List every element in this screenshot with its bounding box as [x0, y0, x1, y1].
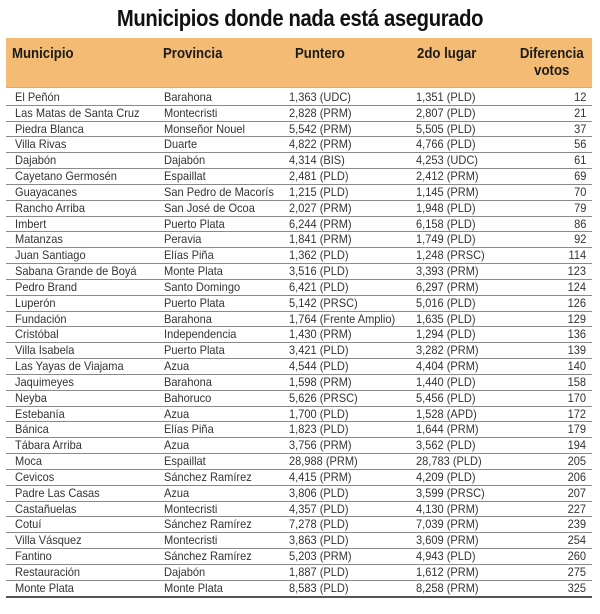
- cell-provincia: Puerto Plata: [164, 216, 225, 231]
- cell-puntero: 5,203 (PRM): [289, 549, 352, 564]
- cell-municipio: El Peñón: [15, 90, 60, 104]
- cell-provincia: San José de Ocoa: [164, 200, 255, 215]
- cell-2do-lugar: 1,248 (PRSC): [416, 248, 485, 263]
- cell-puntero: 1,362 (PLD): [289, 248, 349, 263]
- cell-puntero: 4,822 (PRM): [289, 137, 352, 152]
- cell-puntero: 4,544 (PLD): [289, 359, 349, 374]
- cell-provincia: Sánchez Ramírez: [164, 469, 252, 484]
- table-body: [6, 90, 592, 598]
- cell-municipio: Juan Santiago: [15, 248, 86, 263]
- cell-municipio: Luperón: [15, 295, 56, 310]
- cell-diferencia: 275: [567, 564, 586, 579]
- cell-municipio: Guayacanes: [15, 184, 77, 199]
- cell-provincia: San Pedro de Macorís: [164, 184, 274, 199]
- cell-puntero: 5,542 (PRM): [289, 121, 352, 136]
- cell-2do-lugar: 5,456 (PLD): [416, 390, 476, 405]
- cell-diferencia: 325: [567, 580, 586, 595]
- cell-2do-lugar: 1,612 (PRM): [416, 564, 479, 579]
- cell-2do-lugar: 2,807 (PLD): [416, 105, 476, 120]
- cell-municipio: Cayetano Germosén: [15, 169, 117, 184]
- table-row: [6, 581, 592, 598]
- table-row: [6, 565, 592, 581]
- cell-municipio: Imbert: [15, 216, 47, 231]
- table-row: [6, 502, 592, 518]
- cell-diferencia: 194: [567, 438, 586, 453]
- table-row: [6, 359, 592, 375]
- cell-municipio: Restauración: [15, 564, 81, 579]
- table-row: [6, 217, 592, 233]
- cell-2do-lugar: 1,294 (PLD): [416, 327, 476, 342]
- cell-municipio: Fundación: [15, 311, 67, 326]
- cell-puntero: 1,598 (PRM): [289, 374, 352, 389]
- cell-provincia: Elías Piña: [164, 248, 214, 263]
- table-row: [6, 153, 592, 169]
- table-row: [6, 454, 592, 470]
- cell-2do-lugar: 6,297 (PRM): [416, 279, 479, 294]
- cell-provincia: Sánchez Ramírez: [164, 517, 252, 532]
- cell-provincia: Barahona: [164, 90, 212, 104]
- cell-provincia: Montecristi: [164, 533, 218, 548]
- cell-2do-lugar: 2,412 (PRM): [416, 169, 479, 184]
- cell-provincia: Sánchez Ramírez: [164, 549, 252, 564]
- cell-puntero: 6,244 (PRM): [289, 216, 352, 231]
- table-row: [6, 122, 592, 138]
- cell-provincia: Azua: [164, 359, 190, 374]
- cell-provincia: Espaillat: [164, 454, 206, 469]
- cell-provincia: Duarte: [164, 137, 198, 152]
- cell-diferencia: 129: [567, 311, 586, 326]
- cell-municipio: Cevicos: [15, 469, 55, 484]
- cell-municipio: Villa Isabela: [15, 343, 75, 358]
- page-title: Municipios donde nada está asegurado: [116, 5, 484, 31]
- cell-diferencia: 61: [573, 153, 586, 168]
- cell-provincia: Bahoruco: [164, 390, 212, 405]
- cell-2do-lugar: 3,599 (PRSC): [416, 485, 485, 500]
- cell-municipio: Estebanía: [15, 406, 65, 421]
- cell-municipio: Fantino: [15, 549, 52, 564]
- cell-puntero: 6,421 (PLD): [289, 279, 349, 294]
- cell-diferencia: 139: [567, 343, 586, 358]
- cell-2do-lugar: 1,440 (PLD): [416, 374, 476, 389]
- cell-puntero: 3,516 (PLD): [289, 264, 349, 279]
- cell-2do-lugar: 5,016 (PLD): [416, 295, 476, 310]
- cell-diferencia: 69: [573, 169, 586, 184]
- cell-municipio: Monte Plata: [15, 580, 74, 595]
- cell-municipio: Padre Las Casas: [15, 485, 100, 500]
- cell-2do-lugar: 3,393 (PRM): [416, 264, 479, 279]
- cell-provincia: Montecristi: [164, 105, 218, 120]
- cell-2do-lugar: 1,644 (PRM): [416, 422, 479, 437]
- cell-municipio: Piedra Blanca: [15, 121, 84, 136]
- cell-puntero: 3,863 (PLD): [289, 533, 349, 548]
- cell-2do-lugar: 4,943 (PLD): [416, 549, 476, 564]
- cell-municipio: Cristóbal: [15, 327, 59, 342]
- cell-diferencia: 92: [573, 232, 586, 247]
- cell-diferencia: 170: [567, 390, 586, 405]
- column-header-puntero: Puntero: [295, 45, 345, 62]
- cell-puntero: 3,806 (PLD): [289, 485, 349, 500]
- cell-provincia: Azua: [164, 485, 190, 500]
- cell-diferencia: 126: [567, 295, 586, 310]
- cell-puntero: 1,215 (PLD): [289, 184, 349, 199]
- table-row: [6, 391, 592, 407]
- table-row: [6, 327, 592, 343]
- cell-puntero: 1,841 (PRM): [289, 232, 352, 247]
- cell-municipio: Villa Vásquez: [15, 533, 82, 548]
- cell-puntero: 1,700 (PLD): [289, 406, 349, 421]
- table-row: [6, 201, 592, 217]
- cell-diferencia: 227: [567, 501, 586, 516]
- cell-municipio: Las Yayas de Viajama: [15, 359, 124, 374]
- cell-provincia: Barahona: [164, 311, 212, 326]
- table-header: [6, 38, 592, 88]
- cell-municipio: Neyba: [15, 390, 47, 405]
- table-row: [6, 232, 592, 248]
- cell-2do-lugar: 1,145 (PRM): [416, 184, 479, 199]
- cell-provincia: Independencia: [164, 327, 237, 342]
- cell-2do-lugar: 3,282 (PRM): [416, 343, 479, 358]
- cell-2do-lugar: 1,528 (APD): [416, 406, 477, 421]
- cell-provincia: Monseñor Nouel: [164, 121, 246, 136]
- cell-provincia: Puerto Plata: [164, 295, 225, 310]
- cell-puntero: 1,363 (UDC): [289, 90, 351, 104]
- cell-diferencia: 205: [567, 454, 586, 469]
- column-header-diferencia-line2: votos: [534, 62, 570, 79]
- cell-diferencia: 254: [567, 533, 586, 548]
- cell-provincia: Monte Plata: [164, 264, 223, 279]
- cell-municipio: Matanzas: [15, 232, 63, 247]
- cell-puntero: 8,583 (PLD): [289, 580, 349, 595]
- cell-puntero: 7,278 (PLD): [289, 517, 349, 532]
- table-row: [6, 264, 592, 280]
- cell-provincia: Espaillat: [164, 169, 206, 184]
- cell-municipio: Sabana Grande de Boyá: [15, 264, 137, 279]
- cell-municipio: Villa Rivas: [15, 137, 67, 152]
- column-header-2do-lugar: 2do lugar: [417, 45, 477, 62]
- table-row: [6, 470, 592, 486]
- cell-municipio: Dajabón: [15, 153, 57, 168]
- cell-diferencia: 12: [573, 90, 586, 104]
- cell-2do-lugar: 1,635 (PLD): [416, 311, 476, 326]
- cell-diferencia: 124: [567, 279, 586, 294]
- cell-puntero: 4,415 (PRM): [289, 469, 352, 484]
- table-row: [6, 137, 592, 153]
- cell-provincia: Puerto Plata: [164, 343, 225, 358]
- table-row: [6, 407, 592, 423]
- cell-2do-lugar: 8,258 (PRM): [416, 580, 479, 595]
- table-row: [6, 486, 592, 502]
- cell-provincia: Azua: [164, 438, 190, 453]
- cell-2do-lugar: 6,158 (PLD): [416, 216, 476, 231]
- cell-2do-lugar: 1,948 (PLD): [416, 200, 476, 215]
- cell-diferencia: 179: [567, 422, 586, 437]
- cell-provincia: Dajabón: [164, 153, 206, 168]
- table-row: [6, 106, 592, 122]
- cell-2do-lugar: 4,209 (PLD): [416, 469, 476, 484]
- cell-puntero: 3,756 (PRM): [289, 438, 352, 453]
- table-row: [6, 280, 592, 296]
- cell-provincia: Barahona: [164, 374, 212, 389]
- cell-2do-lugar: 4,766 (PLD): [416, 137, 476, 152]
- cell-2do-lugar: 1,351 (PLD): [416, 90, 476, 104]
- cell-puntero: 1,430 (PRM): [289, 327, 352, 342]
- cell-provincia: Montecristi: [164, 501, 218, 516]
- cell-provincia: Azua: [164, 406, 190, 421]
- results-table: [6, 38, 592, 598]
- table-row: [6, 312, 592, 328]
- cell-2do-lugar: 4,253 (UDC): [416, 153, 478, 168]
- cell-diferencia: 79: [573, 200, 586, 215]
- table-row: [6, 533, 592, 549]
- cell-provincia: Peravia: [164, 232, 202, 247]
- cell-diferencia: 37: [573, 121, 586, 136]
- cell-puntero: 5,626 (PRSC): [289, 390, 358, 405]
- cell-municipio: Bánica: [15, 422, 49, 437]
- cell-diferencia: 21: [573, 105, 586, 120]
- cell-municipio: Cotuí: [15, 517, 42, 532]
- table-row: [6, 185, 592, 201]
- table-row: [6, 343, 592, 359]
- cell-diferencia: 86: [573, 216, 586, 231]
- cell-provincia: Dajabón: [164, 564, 206, 579]
- column-header-municipio: Municipio: [12, 45, 74, 62]
- cell-diferencia: 158: [567, 374, 586, 389]
- cell-diferencia: 140: [567, 359, 586, 374]
- cell-2do-lugar: 4,404 (PRM): [416, 359, 479, 374]
- cell-2do-lugar: 5,505 (PLD): [416, 121, 476, 136]
- cell-diferencia: 260: [567, 549, 586, 564]
- table-row: [6, 296, 592, 312]
- column-header-diferencia: [510, 45, 594, 79]
- table-row: [6, 422, 592, 438]
- cell-diferencia: 70: [573, 184, 586, 199]
- cell-municipio: Las Matas de Santa Cruz: [15, 105, 140, 120]
- cell-puntero: 28,988 (PRM): [289, 454, 358, 469]
- cell-municipio: Pedro Brand: [15, 279, 77, 294]
- cell-puntero: 1,764 (Frente Amplio): [289, 311, 396, 326]
- cell-2do-lugar: 3,609 (PRM): [416, 533, 479, 548]
- column-header-provincia: Provincia: [163, 45, 223, 62]
- cell-puntero: 4,357 (PLD): [289, 501, 349, 516]
- table-row: [6, 169, 592, 185]
- cell-municipio: Rancho Arriba: [15, 200, 85, 215]
- cell-diferencia: 123: [567, 264, 586, 279]
- cell-municipio: Jaquimeyes: [15, 374, 74, 389]
- cell-diferencia: 172: [567, 406, 586, 421]
- cell-puntero: 5,142 (PRSC): [289, 295, 358, 310]
- table-row: [6, 549, 592, 565]
- column-header-diferencia-line1: Diferencia: [519, 45, 584, 62]
- cell-municipio: Castañuelas: [15, 501, 77, 516]
- cell-diferencia: 239: [567, 517, 586, 532]
- table-row: [6, 517, 592, 533]
- cell-2do-lugar: 7,039 (PRM): [416, 517, 479, 532]
- cell-puntero: 2,027 (PRM): [289, 200, 352, 215]
- cell-diferencia: 114: [568, 248, 586, 263]
- cell-puntero: 3,421 (PLD): [289, 343, 349, 358]
- table-row: [6, 248, 592, 264]
- cell-puntero: 4,314 (BIS): [289, 153, 345, 168]
- cell-2do-lugar: 1,749 (PLD): [416, 232, 476, 247]
- cell-2do-lugar: 4,130 (PRM): [416, 501, 479, 516]
- cell-provincia: Santo Domingo: [164, 279, 241, 294]
- cell-puntero: 2,481 (PLD): [289, 169, 349, 184]
- cell-puntero: 1,887 (PLD): [289, 564, 349, 579]
- table-row: [6, 375, 592, 391]
- cell-provincia: Elías Piña: [164, 422, 214, 437]
- cell-diferencia: 207: [567, 485, 586, 500]
- cell-puntero: 1,823 (PLD): [289, 422, 349, 437]
- cell-diferencia: 136: [567, 327, 586, 342]
- cell-2do-lugar: 28,783 (PLD): [416, 454, 482, 469]
- cell-provincia: Monte Plata: [164, 580, 223, 595]
- table-row: [6, 438, 592, 454]
- cell-puntero: 2,828 (PRM): [289, 105, 352, 120]
- cell-municipio: Moca: [15, 454, 42, 469]
- cell-diferencia: 56: [573, 137, 586, 152]
- cell-municipio: Tábara Arriba: [15, 438, 82, 453]
- table-row: [6, 90, 592, 106]
- cell-2do-lugar: 3,562 (PLD): [416, 438, 476, 453]
- cell-diferencia: 206: [567, 469, 586, 484]
